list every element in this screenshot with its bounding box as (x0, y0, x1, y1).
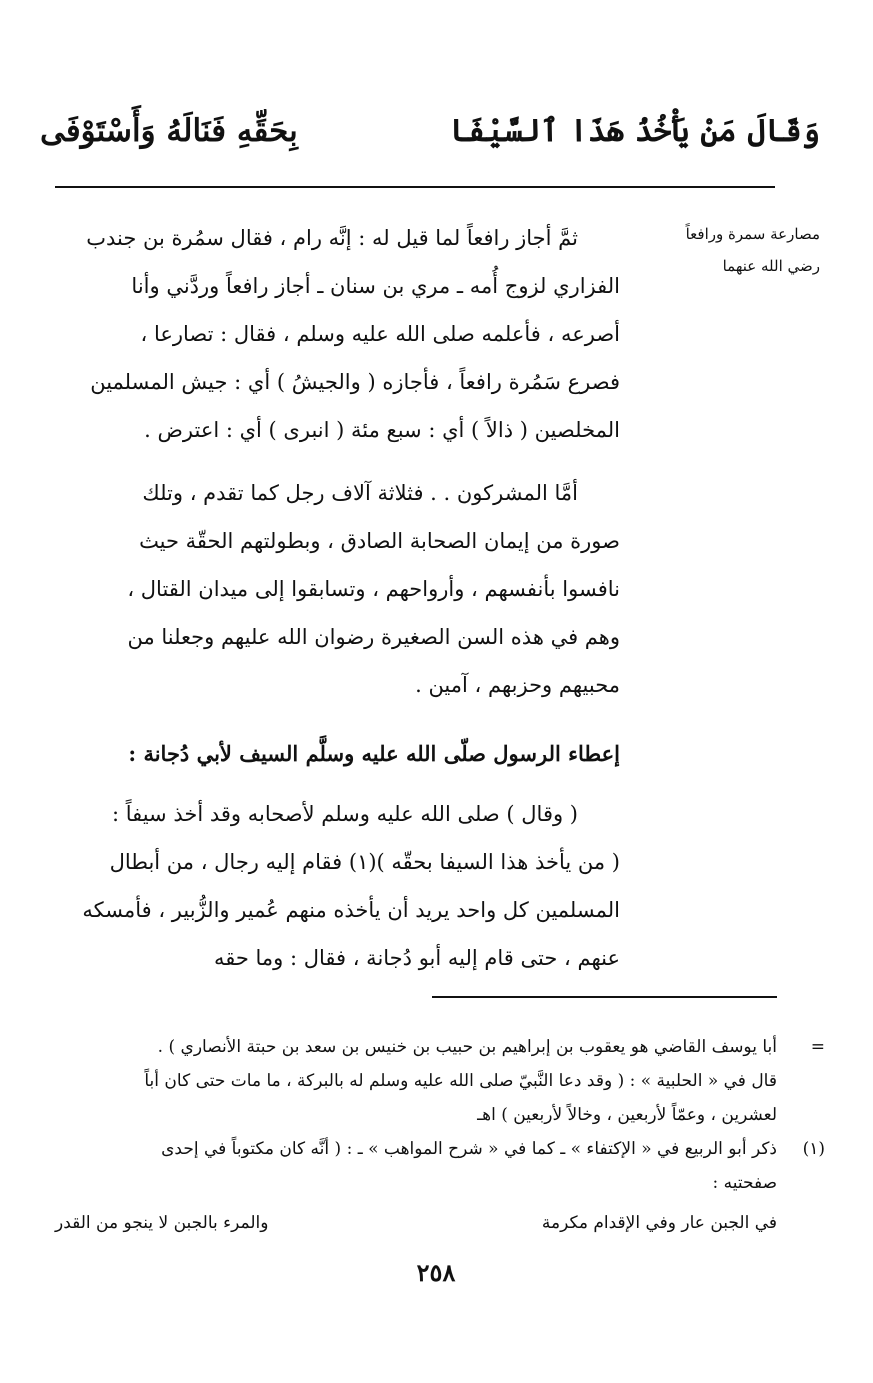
footnote-divider (432, 996, 777, 998)
footnote-line: قال في « الحلبية » : ( وقد دعا النَّبيّ صلى الله عليه وسلم له بالبركة ، ما مات حتى كان أباً (144, 1071, 777, 1091)
text-line: فصرع سَمُرة رافعاً ، فأجازه ( والجيشُ ) أي : جيش المسلمين (90, 370, 620, 394)
paragraph-1 (55, 214, 620, 454)
footnote-continuation (55, 1030, 825, 1132)
verse-second-hemistich: بِحَقِّهِ فَنَالَهُ وَأَسْتَوْفَى (40, 113, 298, 149)
text-line: نافسوا بأنفسهم ، وأرواحهم ، وتسابقوا إلى ميدان القتال ، (127, 577, 620, 601)
text-line: عنهم ، حتى قام إليه أبو دُجانة ، فقال : وما حقه (213, 946, 620, 970)
text-line: الفزاري لزوج أُمه ـ مري بن سنان ـ أجاز رافعاً وردَّني وأنا (131, 274, 620, 298)
text-line: وهم في هذه السن الصغيرة رضوان الله عليهم وجعلنا من (127, 625, 620, 649)
footnote-line: صفحتيه : (712, 1173, 777, 1193)
paragraph-3 (55, 790, 620, 982)
poem-second-hemistich: والمرء بالجبن لا ينجو من القدر (55, 1213, 269, 1233)
page-number: ٢٥٨ (416, 1258, 456, 1287)
text-line: ( من يأخذ هذا السيفا بحقّه )(١) فقام إليه رجال ، من أبطال (109, 850, 620, 874)
text-line: صورة من إيمان الصحابة الصادق ، وبطولتهم الحقّة حيث (139, 529, 620, 553)
footnote-line: لعشرين ، وعمّاً لأربعين ، وخالاً لأربعين ) اهـ (477, 1105, 777, 1125)
footnotes (55, 1030, 825, 1240)
text-line: أمَّا المشركون . . فثلاثة آلاف رجل كما تقدم ، وتلك (142, 481, 578, 505)
text-line: أصرعه ، فأعلمه صلى الله عليه وسلم ، فقال : تصارعا ، (140, 322, 620, 346)
section-heading: إعطاء الرسول صلّى الله عليه وسلَّم السيف لأبي دُجانة : (128, 741, 620, 766)
poem-first-hemistich: في الجبن عار وفي الإقدام مكرمة (541, 1213, 777, 1233)
paragraph-2 (55, 469, 620, 709)
continuation-marker: = (810, 1037, 825, 1057)
footnote-1 (55, 1132, 825, 1200)
margin-note-line: مصارعة سمرة ورافعاً (685, 225, 820, 243)
header-verse (40, 96, 820, 166)
text-line: محبيهم وحزبهم ، آمين . (415, 673, 620, 697)
text-line: ( وقال ) صلى الله عليه وسلم لأصحابه وقد أخذ سيفاً : (111, 802, 578, 826)
text-line: المخلصين ( ذالاً ) أي : سبع مئة ( انبرى ) أي : اعترض . (144, 418, 620, 442)
footnote-line: ذكر أبو الربيع في « الإكتفاء » ـ كما في « شرح المواهب » ـ : ( أنَّه كان مكتوباً في إحدى (161, 1139, 777, 1159)
footnote-line: أبا يوسف القاضي هو يعقوب بن إبراهيم بن حبيب بن خنيس بن سعد بن حبتة الأنصاري ) . (157, 1037, 777, 1057)
text-line: ثمَّ أجاز رافعاً لما قيل له : إنَّه رام ، فقال سمُرة بن جندب (86, 226, 578, 250)
header-divider (55, 186, 775, 188)
footnote-number: (١) (802, 1139, 825, 1159)
footnote-poem (55, 1200, 825, 1240)
margin-note-line: رضي الله عنهما (722, 257, 820, 275)
text-line: المسلمين كل واحد يريد أن يأخذه منهم عُمير والزُّبير ، فأمسكه (82, 898, 620, 922)
margin-note (635, 218, 820, 282)
verse-first-hemistich: وَقَالَ مَنْ يَأْخُذُ هَذَا ٱلسَّيْفَا (449, 113, 820, 149)
